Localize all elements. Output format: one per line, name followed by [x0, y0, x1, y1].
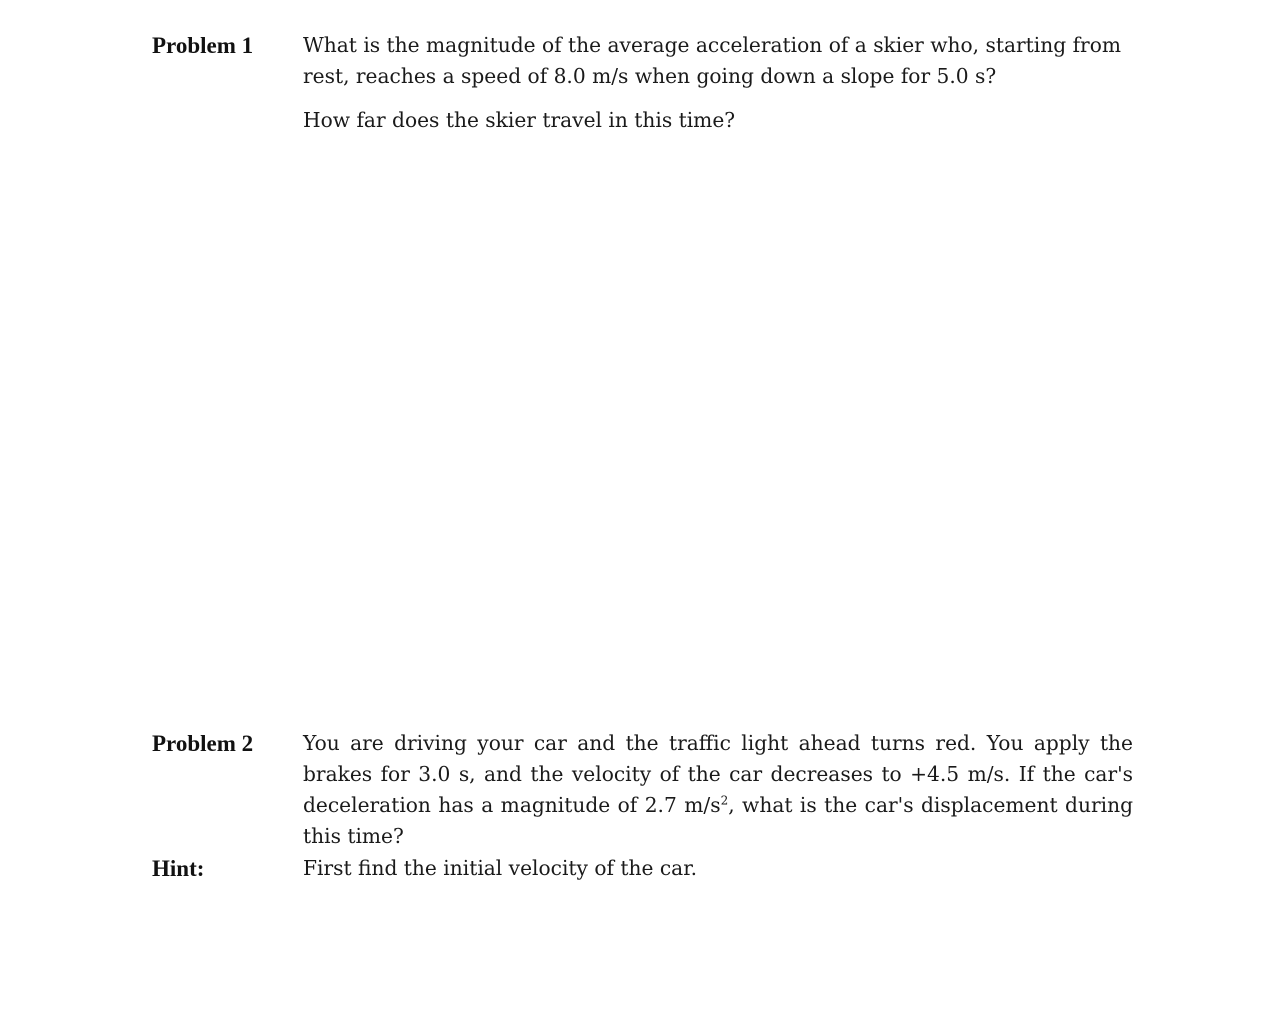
problem-2-statement	[303, 728, 1133, 852]
problem-2-superscript: 2	[720, 793, 729, 808]
problem-1-line-1: What is the magnitude of the average acceleration of a skier who, starting from	[303, 33, 1122, 57]
problem-1-label: Problem 1	[152, 33, 254, 58]
hint-label: Hint:	[152, 856, 205, 881]
hint-text: First find the initial velocity of the car.	[303, 856, 698, 880]
problem-1-line-2: rest, reaches a speed of 8.0 m/s when going down a slope for 5.0 s?	[303, 64, 997, 88]
problem-2-label: Problem 2	[152, 731, 254, 756]
problem-2-text-before: You are driving your car and the traffic light ahead turns red. You apply the brakes for 3.0 s, and the velocity of the car decreases to +4.5 m/s. If the car's deceleration has a magnitude of 2.7 m/s	[303, 731, 1133, 817]
problem-1-question-2: How far does the skier travel in this time?	[303, 108, 736, 132]
problem-2-text-after: , what is the car's displacement during this time?	[303, 793, 1133, 848]
problem-1-statement	[303, 30, 1121, 92]
